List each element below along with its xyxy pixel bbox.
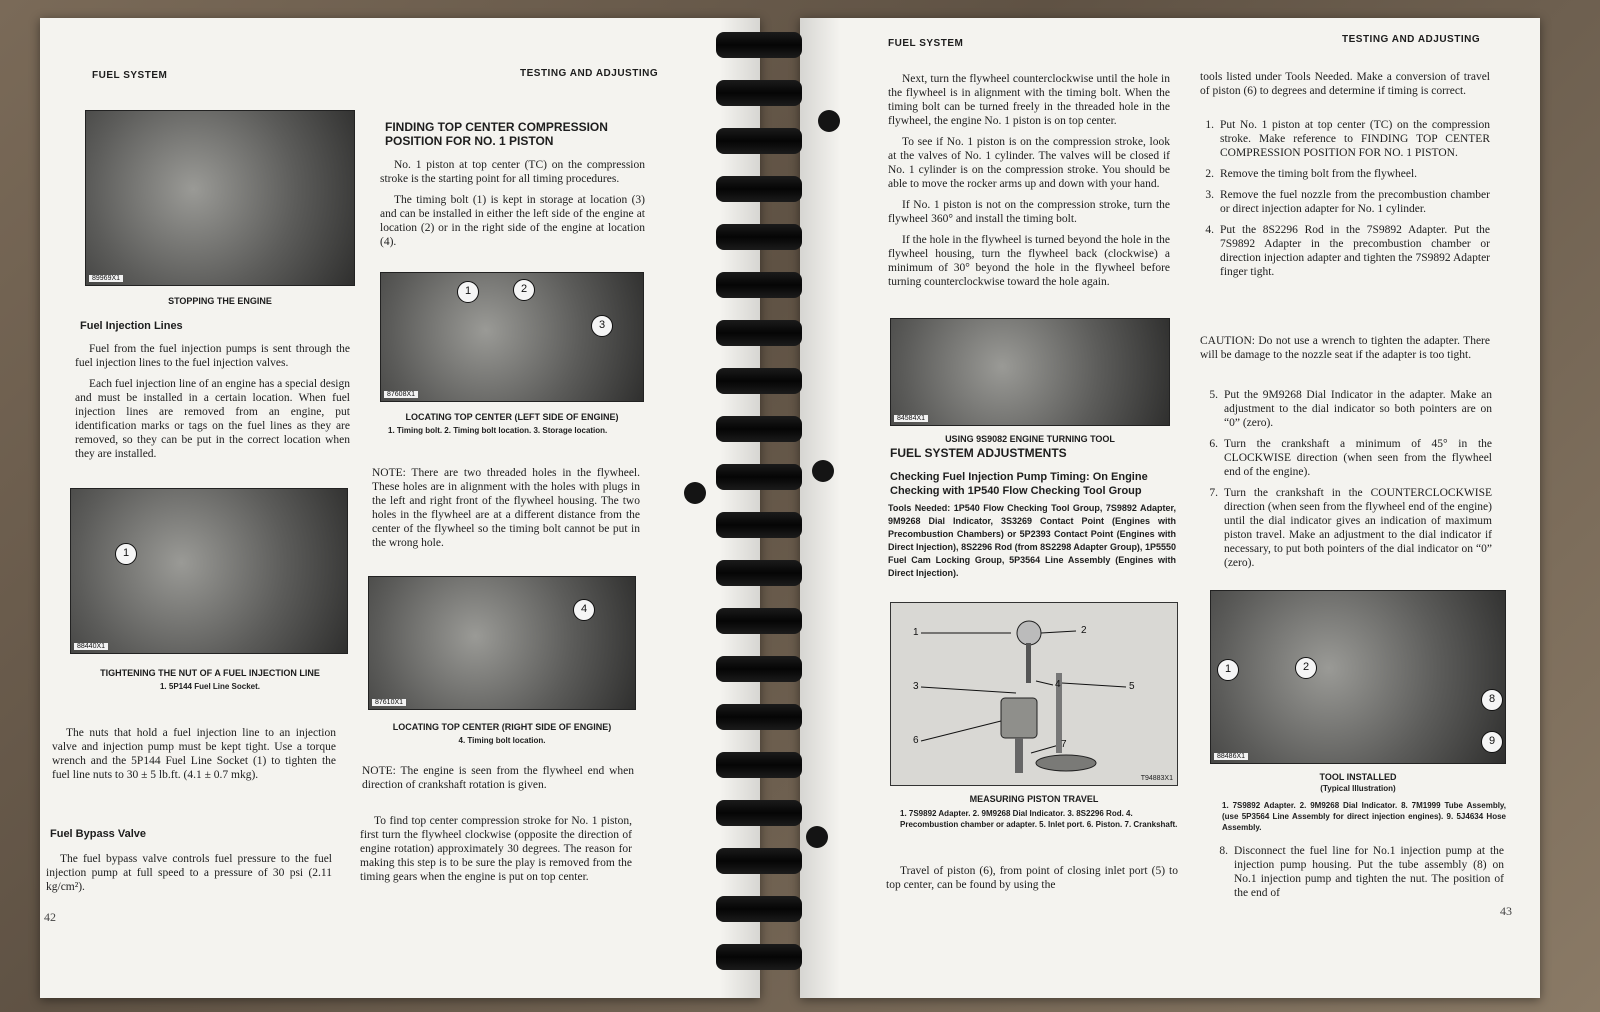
heading-fuel-bypass-valve: Fuel Bypass Valve xyxy=(50,828,146,840)
paragraph: To see if No. 1 piston is on the compression stroke, look at the valves of No. 1 cylinder. The valves will be closed if No. 1 cylinder is on the compression stroke. You should be able to move the rocker arms up and down with your hand. xyxy=(888,136,1170,190)
step-text: Disconnect the fuel line for No.1 injection pump at the injection pump housing. Put the tube assembly (8) on No.1 injection pump and tighten the nut. The position of the end of xyxy=(1234,845,1504,899)
photo-tag: 84584X1 xyxy=(894,415,928,422)
text-fuel-injection-lines xyxy=(75,342,350,468)
binding-coil xyxy=(716,224,802,250)
step-item xyxy=(1202,437,1492,479)
left-header-chapter: TESTING AND ADJUSTING xyxy=(520,68,659,79)
diagram-piston-travel xyxy=(890,602,1178,786)
paragraph: The fuel bypass valve controls fuel pressure to the fuel injection pump at full speed to a pressure of 30 psi (2.11 kg/cm²). xyxy=(46,853,332,893)
binding-coil xyxy=(716,560,802,586)
binding-coil xyxy=(716,128,802,154)
right-page xyxy=(800,18,1540,998)
diagram-label-3: 3 xyxy=(913,681,919,692)
step-item xyxy=(1198,223,1490,279)
caption-piston-travel: MEASURING PISTON TRAVEL xyxy=(969,794,1099,804)
callout-4: 4 xyxy=(573,599,595,621)
binding-coil xyxy=(716,848,802,874)
photo-tag: 88440X1 xyxy=(74,643,108,650)
step-number: 6. xyxy=(1209,438,1218,450)
text-right-col1 xyxy=(888,72,1170,296)
text-finding-top-center xyxy=(380,158,645,256)
right-header-chapter: TESTING AND ADJUSTING xyxy=(1342,34,1481,45)
step-item xyxy=(1198,118,1490,160)
text-tools-needed: Tools Needed: 1P540 Flow Checking Tool Group, 7S9892 Adapter, 9M9268 Dial Indicator, 3S3269 Contact Point (Engines with Precombustion Chambers) or 5P2393 Contact Point (Engines with Direct Injection), 8S2296 Rod (from 8S2298 Adapter Group), 1P5550 Fuel Cam Locking Group, 5P3564 Line Assembly (Engines with Direct Injection). xyxy=(888,503,1176,578)
text-find-top-center xyxy=(360,814,632,891)
caption-tool-installed: TOOL INSTALLED xyxy=(1319,772,1397,782)
callout-1: 1 xyxy=(457,281,479,303)
binding-coil xyxy=(716,416,802,442)
caption-turning-tool: USING 9S9082 ENGINE TURNING TOOL xyxy=(945,434,1115,444)
binding-coil xyxy=(716,752,802,778)
paragraph: No. 1 piston at top center (TC) on the compression stroke is the starting point for all timing procedures. xyxy=(380,159,645,185)
caption-stopping-engine: STOPPING THE ENGINE xyxy=(168,296,272,306)
binding-coil xyxy=(716,176,802,202)
text-note-flywheel xyxy=(362,764,634,799)
step-number: 8. xyxy=(1219,845,1228,857)
heading-fuel-injection-lines: Fuel Injection Lines xyxy=(80,320,183,332)
binding-coil xyxy=(716,512,802,538)
photo-right-side-engine xyxy=(368,576,636,710)
step-text: Remove the timing bolt from the flywheel. xyxy=(1220,168,1418,180)
diagram-label-6: 6 xyxy=(913,735,919,746)
paragraph: Each fuel injection line of an engine has a special design and must be installed in a certain location. When fuel injection lines are removed from an engine, put identification marks or tags on the fuel lines as they are removed, so they can be put in the correct location when they are installed. xyxy=(75,378,350,460)
binding-coil xyxy=(716,368,802,394)
binding-coil xyxy=(716,320,802,346)
diagram-label-4: 4 xyxy=(1055,679,1061,690)
callout-1: 1 xyxy=(1217,659,1239,681)
subheading-pump-timing: Checking Fuel Injection Pump Timing: On Engine Checking with 1P540 Flow Checking Tool Group xyxy=(890,471,1148,497)
step-number: 1. xyxy=(1205,119,1214,131)
left-header-section: FUEL SYSTEM xyxy=(92,70,168,81)
caption-tightening-nut: TIGHTENING THE NUT OF A FUEL INJECTION LINE xyxy=(100,668,320,678)
diagram-label-5: 5 xyxy=(1129,681,1135,692)
paragraph: If No. 1 piston is not on the compression stroke, turn the flywheel 360° and install the timing bolt. xyxy=(888,199,1170,225)
diagram-tag: T94883X1 xyxy=(1140,775,1173,782)
binding-coil xyxy=(716,656,802,682)
callout-9: 9 xyxy=(1481,731,1503,753)
paragraph: To find top center compression stroke for No. 1 piston, first turn the flywheel clockwise (opposite the direction of engine rotation) approximately 30 degrees. The reason for making this step is to be sure the play is removed from the timing gears when the engine is put on top center. xyxy=(360,815,632,883)
step-item xyxy=(1198,167,1490,181)
diagram-label-7: 7 xyxy=(1061,739,1067,750)
binding-coil xyxy=(716,800,802,826)
step-text: Turn the crankshaft in the COUNTERCLOCKWISE direction (when seen from the flywheel end of the engine) until the dial indicator gives an indication of maximum piston travel. Make an adjustment to the dial indicator if necessary, to put both pointers of the dial indicator on “0” (zero). xyxy=(1224,487,1492,569)
callout-2: 2 xyxy=(513,279,535,301)
caption-tightening-nut-sub: 1. 5P144 Fuel Line Socket. xyxy=(159,682,261,691)
punched-hole xyxy=(806,826,828,848)
punched-hole xyxy=(818,110,840,132)
paragraph: Next, turn the flywheel counterclockwise until the hole in the flywheel is in alignment with the timing bolt. When the timing bolt can be turned freely in the threaded hole in the flywheel, the engine No. 1 piston is on top center. xyxy=(888,73,1170,127)
paragraph: Fuel from the fuel injection pumps is sent through the fuel injection lines to the fuel injection valves. xyxy=(75,343,350,369)
caption-tool-installed-2: (Typical Illustration) xyxy=(1320,784,1396,793)
callout-2: 2 xyxy=(1295,657,1317,679)
binding-coil xyxy=(716,944,802,970)
steps-list-3 xyxy=(1212,844,1504,907)
step-number: 5. xyxy=(1209,389,1218,401)
paragraph: tools listed under Tools Needed. Make a conversion of travel of piston (6) to degrees and determine if timing is correct. xyxy=(1200,71,1490,97)
caption-right-side-engine-sub: 4. Timing bolt location. xyxy=(458,736,546,745)
callout-8: 8 xyxy=(1481,689,1503,711)
photo-tag: 88486X1 xyxy=(1214,753,1248,760)
step-text: Put the 9M9268 Dial Indicator in the adapter. Make an adjustment to the dial indicator so both pointers are on “0” (zero). xyxy=(1224,389,1492,429)
caption-piston-travel-sub: 1. 7S9892 Adapter. 2. 9M9268 Dial Indicator. 3. 8S2296 Rod. 4. Precombustion chamber or adapter. 5. Inlet port. 6. Piston. 7. Crankshaft. xyxy=(900,809,1178,829)
right-page-number: 43 xyxy=(1500,904,1512,918)
step-text: Put No. 1 piston at top center (TC) on the compression stroke. Make reference to FINDING TOP CENTER COMPRESSION POSITION FOR NO. 1 PISTON. xyxy=(1220,119,1490,159)
step-text: Turn the crankshaft a minimum of 45° in the CLOCKWISE direction (when seen from the flywheel end of the engine). xyxy=(1224,438,1492,478)
steps-list-1 xyxy=(1198,118,1490,286)
paragraph: NOTE: There are two threaded holes in the flywheel. These holes are in alignment with the holes with plugs in the left and right front of the flywheel housing. The two holes in the flywheel are at a different distance from the center of the flywheel so the timing bolt cannot be put in the wrong hole. xyxy=(372,467,640,549)
step-text: Put the 8S2296 Rod in the 7S9892 Adapter. Put the 7S9892 Adapter in the precombustion chamber or direction injection adapter and tighten the 7S9892 Adapter finger tight. xyxy=(1220,224,1490,278)
piston-travel-illustration xyxy=(891,603,1179,787)
paragraph: CAUTION: Do not use a wrench to tighten the adapter. There will be damage to the nozzle seat if the adapter is too tight. xyxy=(1200,335,1490,361)
caption-tool-installed-sub: 1. 7S9892 Adapter. 2. 9M9268 Dial Indicator. 8. 7M1999 Tube Assembly, (use 5P3564 Line Assembly for direct injection engines). 9. 5J4634 Hose Assembly. xyxy=(1222,801,1506,832)
callout-3: 3 xyxy=(591,315,613,337)
photo-tag: 89969X1 xyxy=(89,275,123,282)
step-item xyxy=(1202,388,1492,430)
photo-stopping-engine xyxy=(85,110,355,286)
diagram-label-1: 1 xyxy=(913,627,919,638)
step-text: Remove the fuel nozzle from the precombustion chamber or direct injection adapter for No. 1 cylinder. xyxy=(1220,189,1490,215)
paragraph: NOTE: The engine is seen from the flywheel end when direction of crankshaft rotation is given. xyxy=(362,765,634,791)
right-header-section: FUEL SYSTEM xyxy=(888,38,964,49)
diagram-label-2: 2 xyxy=(1081,625,1087,636)
steps-list-2 xyxy=(1202,388,1492,577)
caption-left-side-engine-sub: 1. Timing bolt. 2. Timing bolt location. 3. Storage location. xyxy=(388,426,608,435)
step-number: 3. xyxy=(1205,189,1214,201)
step-number: 4. xyxy=(1205,224,1214,236)
caption-left-side-engine: LOCATING TOP CENTER (LEFT SIDE OF ENGINE) xyxy=(405,412,619,422)
photo-left-side-engine xyxy=(380,272,644,402)
caption-right-side-engine: LOCATING TOP CENTER (RIGHT SIDE OF ENGINE) xyxy=(392,722,612,732)
step-number: 7. xyxy=(1209,487,1218,499)
photo-tool-installed xyxy=(1210,590,1506,764)
paragraph: The nuts that hold a fuel injection line to an injection valve and injection pump must be kept tight. Use a torque wrench and the 5P144 Fuel Line Socket (1) to tighten the fuel line nuts to 30 ± 5 lb.ft. (4.1 ± 0.7 mkg). xyxy=(52,727,336,781)
punched-hole xyxy=(684,482,706,504)
paragraph: Travel of piston (6), from point of closing inlet port (5) to top center, can be found by using the xyxy=(886,865,1178,891)
photo-tag: 87610X1 xyxy=(372,699,406,706)
text-nuts xyxy=(52,726,336,789)
text-bypass xyxy=(46,852,332,901)
step-item xyxy=(1212,844,1504,900)
step-item xyxy=(1202,486,1492,570)
text-travel-of-piston xyxy=(886,864,1178,899)
text-right-col2-intro xyxy=(1200,70,1490,105)
photo-tag: 87608X1 xyxy=(384,391,418,398)
left-page-number: 42 xyxy=(44,910,56,924)
step-number: 2. xyxy=(1205,168,1214,180)
left-page xyxy=(40,18,760,998)
binding-coil xyxy=(716,896,802,922)
punched-hole xyxy=(812,460,834,482)
photo-turning-tool xyxy=(890,318,1170,426)
text-caution xyxy=(1200,334,1490,369)
callout-1: 1 xyxy=(115,543,137,565)
binding-coil xyxy=(716,272,802,298)
binding-coil xyxy=(716,464,802,490)
binding-coil xyxy=(716,80,802,106)
paragraph: The timing bolt (1) is kept in storage at location (3) and can be installed in either the left side of the engine at location (2) or in the right side of the engine at location (4). xyxy=(380,194,645,248)
heading-finding-top-center: FINDING TOP CENTER COMPRESSION POSITION FOR NO. 1 PISTON xyxy=(385,120,608,148)
paragraph: If the hole in the flywheel is turned beyond the hole in the flywheel housing, turn the flywheel back (clockwise) a minimum of 30° beyond the hole in the flywheel before turning counterclockwise toward the hole again. xyxy=(888,234,1170,288)
step-item xyxy=(1198,188,1490,216)
text-note-holes xyxy=(372,466,640,557)
photo-tightening-nut xyxy=(70,488,348,654)
binding-coil xyxy=(716,32,802,58)
binding-coil xyxy=(716,608,802,634)
binding-coil xyxy=(716,704,802,730)
heading-fuel-system-adjustments: FUEL SYSTEM ADJUSTMENTS xyxy=(890,446,1067,460)
